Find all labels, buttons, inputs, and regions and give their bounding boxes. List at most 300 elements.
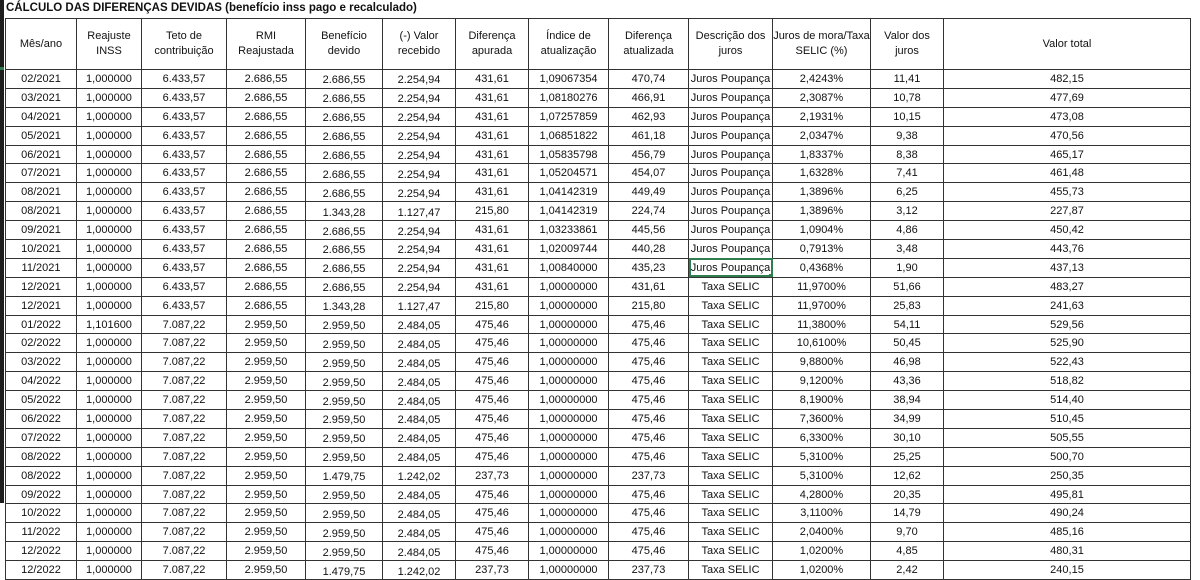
- cell-diferenca-apurada[interactable]: 431,61: [456, 240, 529, 259]
- cell-juros-mora-selic[interactable]: 2,0347%: [773, 126, 871, 145]
- cell-descricao-juros[interactable]: Juros Poupança: [689, 145, 773, 164]
- cell-juros-mora-selic[interactable]: 10,6100%: [773, 334, 871, 353]
- cell-diferenca-apurada[interactable]: 431,61: [456, 164, 529, 183]
- cell-beneficio-devido[interactable]: 2.959,50: [306, 315, 383, 334]
- cell-teto-contribuicao[interactable]: 6.433,57: [142, 277, 227, 296]
- cell-diferenca-apurada[interactable]: 215,80: [456, 296, 529, 315]
- cell-beneficio-devido[interactable]: 2.686,55: [306, 107, 383, 126]
- cell-valor-recebido[interactable]: 2.484,05: [383, 428, 456, 447]
- cell-rmi-reajustada[interactable]: 2.959,50: [227, 334, 306, 353]
- cell-rmi-reajustada[interactable]: 2.686,55: [227, 296, 306, 315]
- cell-indice-atualizacao[interactable]: 1,09067354: [529, 70, 609, 89]
- cell-rmi-reajustada[interactable]: 2.686,55: [227, 88, 306, 107]
- cell-teto-contribuicao[interactable]: 7.087,22: [142, 410, 227, 429]
- cell-juros-mora-selic[interactable]: 1,6328%: [773, 164, 871, 183]
- cell-descricao-juros[interactable]: Juros Poupança: [689, 88, 773, 107]
- cell-rmi-reajustada[interactable]: 2.959,50: [227, 447, 306, 466]
- cell-teto-contribuicao[interactable]: 7.087,22: [142, 391, 227, 410]
- cell-mes-ano[interactable]: 09/2021: [6, 221, 77, 240]
- cell-reajuste-inss[interactable]: 1,000000: [77, 428, 142, 447]
- cell-diferenca-apurada[interactable]: 475,46: [456, 504, 529, 523]
- cell-juros-mora-selic[interactable]: 0,7913%: [773, 240, 871, 259]
- cell-teto-contribuicao[interactable]: 7.087,22: [142, 485, 227, 504]
- cell-valor-juros[interactable]: 51,66: [871, 277, 944, 296]
- cell-indice-atualizacao[interactable]: 1,00000000: [529, 353, 609, 372]
- cell-valor-juros[interactable]: 12,62: [871, 466, 944, 485]
- cell-valor-recebido[interactable]: 2.254,94: [383, 145, 456, 164]
- cell-indice-atualizacao[interactable]: 1,00000000: [529, 315, 609, 334]
- cell-diferenca-atualizada[interactable]: 237,73: [609, 561, 689, 580]
- cell-teto-contribuicao[interactable]: 7.087,22: [142, 542, 227, 561]
- cell-valor-total[interactable]: 470,56: [944, 126, 1191, 145]
- cell-diferenca-apurada[interactable]: 237,73: [456, 466, 529, 485]
- cell-mes-ano[interactable]: 11/2022: [6, 523, 77, 542]
- cell-teto-contribuicao[interactable]: 6.433,57: [142, 126, 227, 145]
- cell-juros-mora-selic[interactable]: 2,4243%: [773, 70, 871, 89]
- cell-indice-atualizacao[interactable]: 1,00000000: [529, 466, 609, 485]
- cell-juros-mora-selic[interactable]: 8,1900%: [773, 391, 871, 410]
- cell-descricao-juros[interactable]: Juros Poupança: [689, 202, 773, 221]
- cell-teto-contribuicao[interactable]: 6.433,57: [142, 107, 227, 126]
- cell-rmi-reajustada[interactable]: 2.959,50: [227, 523, 306, 542]
- cell-mes-ano[interactable]: 10/2021: [6, 240, 77, 259]
- cell-diferenca-apurada[interactable]: 431,61: [456, 221, 529, 240]
- cell-reajuste-inss[interactable]: 1,000000: [77, 523, 142, 542]
- cell-mes-ano[interactable]: 03/2021: [6, 88, 77, 107]
- header-col-valor-recebido[interactable]: (-) Valor recebido: [383, 19, 456, 70]
- cell-valor-juros[interactable]: 38,94: [871, 391, 944, 410]
- cell-valor-recebido[interactable]: 2.254,94: [383, 258, 456, 277]
- header-col-indice-atualizacao[interactable]: Índice de atualização: [529, 19, 609, 70]
- cell-diferenca-apurada[interactable]: 475,46: [456, 315, 529, 334]
- cell-valor-recebido[interactable]: 2.484,05: [383, 353, 456, 372]
- cell-beneficio-devido[interactable]: 1.479,75: [306, 466, 383, 485]
- cell-juros-mora-selic[interactable]: 1,0904%: [773, 221, 871, 240]
- cell-valor-juros[interactable]: 3,12: [871, 202, 944, 221]
- header-col-descricao-juros[interactable]: Descrição dos juros: [689, 19, 773, 70]
- cell-reajuste-inss[interactable]: 1,000000: [77, 88, 142, 107]
- cell-valor-juros[interactable]: 1,90: [871, 258, 944, 277]
- cell-reajuste-inss[interactable]: 1,000000: [77, 164, 142, 183]
- cell-reajuste-inss[interactable]: 1,000000: [77, 126, 142, 145]
- cell-diferenca-apurada[interactable]: 431,61: [456, 277, 529, 296]
- cell-mes-ano[interactable]: 04/2022: [6, 372, 77, 391]
- cell-teto-contribuicao[interactable]: 7.087,22: [142, 523, 227, 542]
- cell-descricao-juros[interactable]: Taxa SELIC: [689, 277, 773, 296]
- cell-teto-contribuicao[interactable]: 7.087,22: [142, 334, 227, 353]
- cell-diferenca-atualizada[interactable]: 466,91: [609, 88, 689, 107]
- cell-reajuste-inss[interactable]: 1,000000: [77, 372, 142, 391]
- cell-valor-total[interactable]: 455,73: [944, 183, 1191, 202]
- cell-rmi-reajustada[interactable]: 2.686,55: [227, 145, 306, 164]
- cell-valor-recebido[interactable]: 1.242,02: [383, 561, 456, 580]
- cell-valor-recebido[interactable]: 2.484,05: [383, 410, 456, 429]
- cell-valor-recebido[interactable]: 2.484,05: [383, 523, 456, 542]
- cell-diferenca-atualizada[interactable]: 445,56: [609, 221, 689, 240]
- cell-valor-total[interactable]: 461,48: [944, 164, 1191, 183]
- cell-valor-total[interactable]: 495,81: [944, 485, 1191, 504]
- cell-indice-atualizacao[interactable]: 1,02009744: [529, 240, 609, 259]
- cell-descricao-juros[interactable]: Taxa SELIC: [689, 561, 773, 580]
- cell-beneficio-devido[interactable]: 2.959,50: [306, 391, 383, 410]
- cell-diferenca-atualizada[interactable]: 431,61: [609, 277, 689, 296]
- header-col-diferenca-apurada[interactable]: Diferença apurada: [456, 19, 529, 70]
- cell-beneficio-devido[interactable]: 2.686,55: [306, 88, 383, 107]
- cell-valor-recebido[interactable]: 2.254,94: [383, 221, 456, 240]
- cell-diferenca-atualizada[interactable]: 237,73: [609, 466, 689, 485]
- cell-mes-ano[interactable]: 08/2021: [6, 183, 77, 202]
- header-col-teto-contribuicao[interactable]: Teto de contribuição: [142, 19, 227, 70]
- cell-teto-contribuicao[interactable]: 7.087,22: [142, 504, 227, 523]
- cell-rmi-reajustada[interactable]: 2.686,55: [227, 258, 306, 277]
- cell-descricao-juros[interactable]: Taxa SELIC: [689, 391, 773, 410]
- cell-teto-contribuicao[interactable]: 6.433,57: [142, 296, 227, 315]
- cell-teto-contribuicao[interactable]: 7.087,22: [142, 428, 227, 447]
- cell-reajuste-inss[interactable]: 1,000000: [77, 296, 142, 315]
- cell-beneficio-devido[interactable]: 2.959,50: [306, 504, 383, 523]
- cell-diferenca-atualizada[interactable]: 475,46: [609, 504, 689, 523]
- cell-beneficio-devido[interactable]: 2.959,50: [306, 542, 383, 561]
- cell-diferenca-atualizada[interactable]: 475,46: [609, 391, 689, 410]
- cell-indice-atualizacao[interactable]: 1,00000000: [529, 523, 609, 542]
- cell-valor-recebido[interactable]: 2.254,94: [383, 277, 456, 296]
- cell-descricao-juros[interactable]: Taxa SELIC: [689, 334, 773, 353]
- cell-indice-atualizacao[interactable]: 1,00000000: [529, 542, 609, 561]
- header-col-valor-juros[interactable]: Valor dos juros: [871, 19, 944, 70]
- cell-indice-atualizacao[interactable]: 1,00000000: [529, 447, 609, 466]
- cell-rmi-reajustada[interactable]: 2.686,55: [227, 107, 306, 126]
- cell-diferenca-apurada[interactable]: 237,73: [456, 561, 529, 580]
- cell-juros-mora-selic[interactable]: 11,9700%: [773, 277, 871, 296]
- cell-rmi-reajustada[interactable]: 2.686,55: [227, 70, 306, 89]
- cell-rmi-reajustada[interactable]: 2.959,50: [227, 561, 306, 580]
- cell-descricao-juros[interactable]: Taxa SELIC: [689, 372, 773, 391]
- cell-beneficio-devido[interactable]: 2.686,55: [306, 221, 383, 240]
- cell-descricao-juros[interactable]: Juros Poupança: [689, 240, 773, 259]
- cell-teto-contribuicao[interactable]: 7.087,22: [142, 561, 227, 580]
- cell-valor-total[interactable]: 480,31: [944, 542, 1191, 561]
- cell-teto-contribuicao[interactable]: 7.087,22: [142, 315, 227, 334]
- cell-indice-atualizacao[interactable]: 1,00000000: [529, 296, 609, 315]
- cell-beneficio-devido[interactable]: 2.959,50: [306, 372, 383, 391]
- cell-valor-total[interactable]: 482,15: [944, 70, 1191, 89]
- cell-indice-atualizacao[interactable]: 1,05835798: [529, 145, 609, 164]
- cell-diferenca-atualizada[interactable]: 461,18: [609, 126, 689, 145]
- cell-diferenca-atualizada[interactable]: 475,46: [609, 334, 689, 353]
- cell-valor-recebido[interactable]: 2.484,05: [383, 542, 456, 561]
- cell-mes-ano[interactable]: 12/2021: [6, 277, 77, 296]
- cell-juros-mora-selic[interactable]: 7,3600%: [773, 410, 871, 429]
- cell-beneficio-devido[interactable]: 2.959,50: [306, 485, 383, 504]
- cell-indice-atualizacao[interactable]: 1,00000000: [529, 334, 609, 353]
- cell-teto-contribuicao[interactable]: 6.433,57: [142, 164, 227, 183]
- cell-juros-mora-selic[interactable]: 0,4368%: [773, 258, 871, 277]
- header-col-valor-total[interactable]: Valor total: [944, 19, 1191, 70]
- cell-diferenca-apurada[interactable]: 431,61: [456, 258, 529, 277]
- cell-diferenca-apurada[interactable]: 431,61: [456, 183, 529, 202]
- cell-indice-atualizacao[interactable]: 1,03233861: [529, 221, 609, 240]
- cell-mes-ano[interactable]: 02/2021: [6, 70, 77, 89]
- cell-mes-ano[interactable]: 04/2021: [6, 107, 77, 126]
- cell-indice-atualizacao[interactable]: 1,04142319: [529, 183, 609, 202]
- cell-juros-mora-selic[interactable]: 1,0200%: [773, 561, 871, 580]
- cell-juros-mora-selic[interactable]: 5,3100%: [773, 466, 871, 485]
- cell-descricao-juros[interactable]: Juros Poupança: [689, 70, 773, 89]
- cell-diferenca-atualizada[interactable]: 215,80: [609, 296, 689, 315]
- cell-diferenca-atualizada[interactable]: 475,46: [609, 315, 689, 334]
- cell-beneficio-devido[interactable]: 2.686,55: [306, 183, 383, 202]
- cell-rmi-reajustada[interactable]: 2.959,50: [227, 428, 306, 447]
- cell-juros-mora-selic[interactable]: 1,8337%: [773, 145, 871, 164]
- cell-descricao-juros[interactable]: Juros Poupança: [689, 126, 773, 145]
- cell-valor-total[interactable]: 490,24: [944, 504, 1191, 523]
- cell-mes-ano[interactable]: 07/2021: [6, 164, 77, 183]
- cell-reajuste-inss[interactable]: 1,000000: [77, 504, 142, 523]
- cell-indice-atualizacao[interactable]: 1,00000000: [529, 277, 609, 296]
- cell-mes-ano[interactable]: 12/2021: [6, 296, 77, 315]
- cell-teto-contribuicao[interactable]: 7.087,22: [142, 447, 227, 466]
- cell-valor-juros[interactable]: 46,98: [871, 353, 944, 372]
- cell-valor-total[interactable]: 437,13: [944, 258, 1191, 277]
- cell-beneficio-devido[interactable]: 1.479,75: [306, 561, 383, 580]
- cell-reajuste-inss[interactable]: 1,000000: [77, 447, 142, 466]
- cell-beneficio-devido[interactable]: 2.686,55: [306, 240, 383, 259]
- cell-valor-total[interactable]: 525,90: [944, 334, 1191, 353]
- cell-valor-recebido[interactable]: 2.484,05: [383, 315, 456, 334]
- cell-diferenca-atualizada[interactable]: 456,79: [609, 145, 689, 164]
- cell-valor-juros[interactable]: 20,35: [871, 485, 944, 504]
- cell-valor-total[interactable]: 240,15: [944, 561, 1191, 580]
- cell-reajuste-inss[interactable]: 1,000000: [77, 391, 142, 410]
- cell-valor-recebido[interactable]: 2.254,94: [383, 240, 456, 259]
- cell-diferenca-atualizada[interactable]: 475,46: [609, 485, 689, 504]
- cell-valor-total[interactable]: 250,35: [944, 466, 1191, 485]
- cell-teto-contribuicao[interactable]: 6.433,57: [142, 221, 227, 240]
- cell-juros-mora-selic[interactable]: 4,2800%: [773, 485, 871, 504]
- cell-diferenca-atualizada[interactable]: 475,46: [609, 523, 689, 542]
- cell-teto-contribuicao[interactable]: 6.433,57: [142, 70, 227, 89]
- cell-diferenca-apurada[interactable]: 475,46: [456, 353, 529, 372]
- cell-juros-mora-selic[interactable]: 11,3800%: [773, 315, 871, 334]
- cell-mes-ano[interactable]: 09/2022: [6, 485, 77, 504]
- cell-indice-atualizacao[interactable]: 1,05204571: [529, 164, 609, 183]
- cell-diferenca-apurada[interactable]: 431,61: [456, 126, 529, 145]
- cell-rmi-reajustada[interactable]: 2.686,55: [227, 221, 306, 240]
- cell-diferenca-apurada[interactable]: 475,46: [456, 372, 529, 391]
- cell-valor-recebido[interactable]: 1.127,47: [383, 202, 456, 221]
- cell-valor-recebido[interactable]: 1.242,02: [383, 466, 456, 485]
- cell-valor-juros[interactable]: 6,25: [871, 183, 944, 202]
- cell-descricao-juros[interactable]: Juros Poupança: [689, 183, 773, 202]
- cell-valor-total[interactable]: 473,08: [944, 107, 1191, 126]
- cell-mes-ano[interactable]: 11/2021: [6, 258, 77, 277]
- cell-beneficio-devido[interactable]: 2.686,55: [306, 258, 383, 277]
- cell-rmi-reajustada[interactable]: 2.959,50: [227, 372, 306, 391]
- cell-valor-total[interactable]: 483,27: [944, 277, 1191, 296]
- cell-juros-mora-selic[interactable]: 9,8800%: [773, 353, 871, 372]
- cell-valor-juros[interactable]: 43,36: [871, 372, 944, 391]
- cell-diferenca-apurada[interactable]: 475,46: [456, 485, 529, 504]
- cell-rmi-reajustada[interactable]: 2.686,55: [227, 183, 306, 202]
- cell-diferenca-apurada[interactable]: 475,46: [456, 523, 529, 542]
- cell-valor-recebido[interactable]: 2.484,05: [383, 485, 456, 504]
- cell-valor-juros[interactable]: 34,99: [871, 410, 944, 429]
- cell-reajuste-inss[interactable]: 1,000000: [77, 202, 142, 221]
- cell-indice-atualizacao[interactable]: 1,07257859: [529, 107, 609, 126]
- cell-diferenca-apurada[interactable]: 431,61: [456, 145, 529, 164]
- cell-rmi-reajustada[interactable]: 2.959,50: [227, 466, 306, 485]
- cell-descricao-juros[interactable]: Juros Poupança: [689, 221, 773, 240]
- cell-valor-total[interactable]: 443,76: [944, 240, 1191, 259]
- cell-valor-recebido[interactable]: 2.254,94: [383, 183, 456, 202]
- cell-descricao-juros[interactable]: Taxa SELIC: [689, 523, 773, 542]
- cell-reajuste-inss[interactable]: 1,000000: [77, 258, 142, 277]
- cell-valor-recebido[interactable]: 2.484,05: [383, 391, 456, 410]
- cell-teto-contribuicao[interactable]: 7.087,22: [142, 353, 227, 372]
- cell-indice-atualizacao[interactable]: 1,06851822: [529, 126, 609, 145]
- cell-valor-juros[interactable]: 8,38: [871, 145, 944, 164]
- cell-teto-contribuicao[interactable]: 7.087,22: [142, 466, 227, 485]
- cell-valor-juros[interactable]: 25,83: [871, 296, 944, 315]
- cell-diferenca-apurada[interactable]: 475,46: [456, 447, 529, 466]
- cell-valor-juros[interactable]: 9,38: [871, 126, 944, 145]
- cell-rmi-reajustada[interactable]: 2.959,50: [227, 391, 306, 410]
- cell-diferenca-atualizada[interactable]: 475,46: [609, 372, 689, 391]
- cell-teto-contribuicao[interactable]: 6.433,57: [142, 88, 227, 107]
- cell-valor-total[interactable]: 505,55: [944, 428, 1191, 447]
- cell-indice-atualizacao[interactable]: 1,00000000: [529, 485, 609, 504]
- cell-mes-ano[interactable]: 07/2022: [6, 428, 77, 447]
- cell-valor-recebido[interactable]: 2.484,05: [383, 447, 456, 466]
- cell-teto-contribuicao[interactable]: 6.433,57: [142, 183, 227, 202]
- cell-diferenca-atualizada[interactable]: 454,07: [609, 164, 689, 183]
- cell-reajuste-inss[interactable]: 1,000000: [77, 277, 142, 296]
- cell-diferenca-atualizada[interactable]: 470,74: [609, 70, 689, 89]
- cell-reajuste-inss[interactable]: 1,000000: [77, 70, 142, 89]
- cell-indice-atualizacao[interactable]: 1,00000000: [529, 391, 609, 410]
- cell-reajuste-inss[interactable]: 1,000000: [77, 221, 142, 240]
- cell-mes-ano[interactable]: 06/2021: [6, 145, 77, 164]
- cell-reajuste-inss[interactable]: 1,000000: [77, 485, 142, 504]
- cell-diferenca-apurada[interactable]: 431,61: [456, 70, 529, 89]
- cell-mes-ano[interactable]: 01/2022: [6, 315, 77, 334]
- cell-diferenca-apurada[interactable]: 475,46: [456, 334, 529, 353]
- cell-teto-contribuicao[interactable]: 6.433,57: [142, 145, 227, 164]
- cell-rmi-reajustada[interactable]: 2.959,50: [227, 485, 306, 504]
- cell-reajuste-inss[interactable]: 1,000000: [77, 334, 142, 353]
- cell-diferenca-atualizada[interactable]: 475,46: [609, 447, 689, 466]
- cell-diferenca-atualizada[interactable]: 475,46: [609, 353, 689, 372]
- cell-descricao-juros[interactable]: Taxa SELIC: [689, 353, 773, 372]
- cell-indice-atualizacao[interactable]: 1,00000000: [529, 561, 609, 580]
- cell-reajuste-inss[interactable]: 1,000000: [77, 542, 142, 561]
- header-col-reajuste-inss[interactable]: Reajuste INSS: [77, 19, 142, 70]
- cell-valor-juros[interactable]: 10,78: [871, 88, 944, 107]
- cell-reajuste-inss[interactable]: 1,000000: [77, 240, 142, 259]
- cell-valor-juros[interactable]: 4,85: [871, 542, 944, 561]
- cell-valor-total[interactable]: 450,42: [944, 221, 1191, 240]
- cell-reajuste-inss[interactable]: 1,000000: [77, 183, 142, 202]
- cell-beneficio-devido[interactable]: 2.686,55: [306, 277, 383, 296]
- cell-diferenca-atualizada[interactable]: 440,28: [609, 240, 689, 259]
- cell-indice-atualizacao[interactable]: 1,00000000: [529, 372, 609, 391]
- cell-valor-total[interactable]: 241,63: [944, 296, 1191, 315]
- cell-descricao-juros[interactable]: Taxa SELIC: [689, 466, 773, 485]
- cell-rmi-reajustada[interactable]: 2.686,55: [227, 277, 306, 296]
- cell-diferenca-apurada[interactable]: 431,61: [456, 107, 529, 126]
- cell-rmi-reajustada[interactable]: 2.959,50: [227, 410, 306, 429]
- cell-valor-juros[interactable]: 14,79: [871, 504, 944, 523]
- cell-valor-total[interactable]: 227,87: [944, 202, 1191, 221]
- cell-valor-total[interactable]: 529,56: [944, 315, 1191, 334]
- cell-valor-recebido[interactable]: 2.484,05: [383, 504, 456, 523]
- cell-indice-atualizacao[interactable]: 1,08180276: [529, 88, 609, 107]
- cell-rmi-reajustada[interactable]: 2.686,55: [227, 164, 306, 183]
- cell-descricao-juros[interactable]: Taxa SELIC: [689, 410, 773, 429]
- cell-diferenca-apurada[interactable]: 475,46: [456, 542, 529, 561]
- cell-teto-contribuicao[interactable]: 6.433,57: [142, 258, 227, 277]
- cell-valor-total[interactable]: 465,17: [944, 145, 1191, 164]
- cell-juros-mora-selic[interactable]: 1,3896%: [773, 202, 871, 221]
- cell-indice-atualizacao[interactable]: 1,00000000: [529, 428, 609, 447]
- cell-juros-mora-selic[interactable]: 1,0200%: [773, 542, 871, 561]
- cell-teto-contribuicao[interactable]: 6.433,57: [142, 240, 227, 259]
- cell-valor-recebido[interactable]: 2.484,05: [383, 334, 456, 353]
- cell-valor-juros[interactable]: 9,70: [871, 523, 944, 542]
- cell-valor-juros[interactable]: 25,25: [871, 447, 944, 466]
- cell-mes-ano[interactable]: 12/2022: [6, 542, 77, 561]
- cell-valor-recebido[interactable]: 2.254,94: [383, 70, 456, 89]
- cell-indice-atualizacao[interactable]: 1,00000000: [529, 504, 609, 523]
- cell-rmi-reajustada[interactable]: 2.686,55: [227, 126, 306, 145]
- cell-diferenca-atualizada[interactable]: 475,46: [609, 410, 689, 429]
- cell-reajuste-inss[interactable]: 1,000000: [77, 466, 142, 485]
- cell-diferenca-atualizada[interactable]: 475,46: [609, 542, 689, 561]
- cell-indice-atualizacao[interactable]: 1,04142319: [529, 202, 609, 221]
- header-col-juros-mora-selic[interactable]: Juros de mora/Taxa SELIC (%): [773, 19, 871, 70]
- cell-valor-total[interactable]: 477,69: [944, 88, 1191, 107]
- cell-teto-contribuicao[interactable]: 7.087,22: [142, 372, 227, 391]
- cell-mes-ano[interactable]: 03/2022: [6, 353, 77, 372]
- cell-reajuste-inss[interactable]: 1,000000: [77, 145, 142, 164]
- cell-descricao-juros[interactable]: Taxa SELIC: [689, 485, 773, 504]
- cell-descricao-juros[interactable]: Taxa SELIC: [689, 542, 773, 561]
- cell-descricao-juros[interactable]: Juros Poupança: [689, 164, 773, 183]
- cell-beneficio-devido[interactable]: 2.686,55: [306, 164, 383, 183]
- cell-valor-total[interactable]: 510,45: [944, 410, 1191, 429]
- cell-mes-ano[interactable]: 08/2021: [6, 202, 77, 221]
- cell-diferenca-atualizada[interactable]: 462,93: [609, 107, 689, 126]
- cell-valor-total[interactable]: 514,40: [944, 391, 1191, 410]
- cell-mes-ano[interactable]: 02/2022: [6, 334, 77, 353]
- cell-beneficio-devido[interactable]: 2.959,50: [306, 410, 383, 429]
- cell-reajuste-inss[interactable]: 1,000000: [77, 107, 142, 126]
- cell-diferenca-apurada[interactable]: 475,46: [456, 391, 529, 410]
- cell-descricao-juros[interactable]: Taxa SELIC: [689, 428, 773, 447]
- cell-teto-contribuicao[interactable]: 6.433,57: [142, 202, 227, 221]
- cell-mes-ano[interactable]: 12/2022: [6, 561, 77, 580]
- cell-reajuste-inss[interactable]: 1,101600: [77, 315, 142, 334]
- cell-valor-juros[interactable]: 3,48: [871, 240, 944, 259]
- cell-diferenca-apurada[interactable]: 431,61: [456, 88, 529, 107]
- cell-descricao-juros[interactable]: Taxa SELIC: [689, 504, 773, 523]
- cell-valor-total[interactable]: 500,70: [944, 447, 1191, 466]
- header-col-diferenca-atualizada[interactable]: Diferença atualizada: [609, 19, 689, 70]
- cell-juros-mora-selic[interactable]: 1,3896%: [773, 183, 871, 202]
- cell-rmi-reajustada[interactable]: 2.959,50: [227, 504, 306, 523]
- cell-diferenca-apurada[interactable]: 215,80: [456, 202, 529, 221]
- cell-beneficio-devido[interactable]: 2.686,55: [306, 145, 383, 164]
